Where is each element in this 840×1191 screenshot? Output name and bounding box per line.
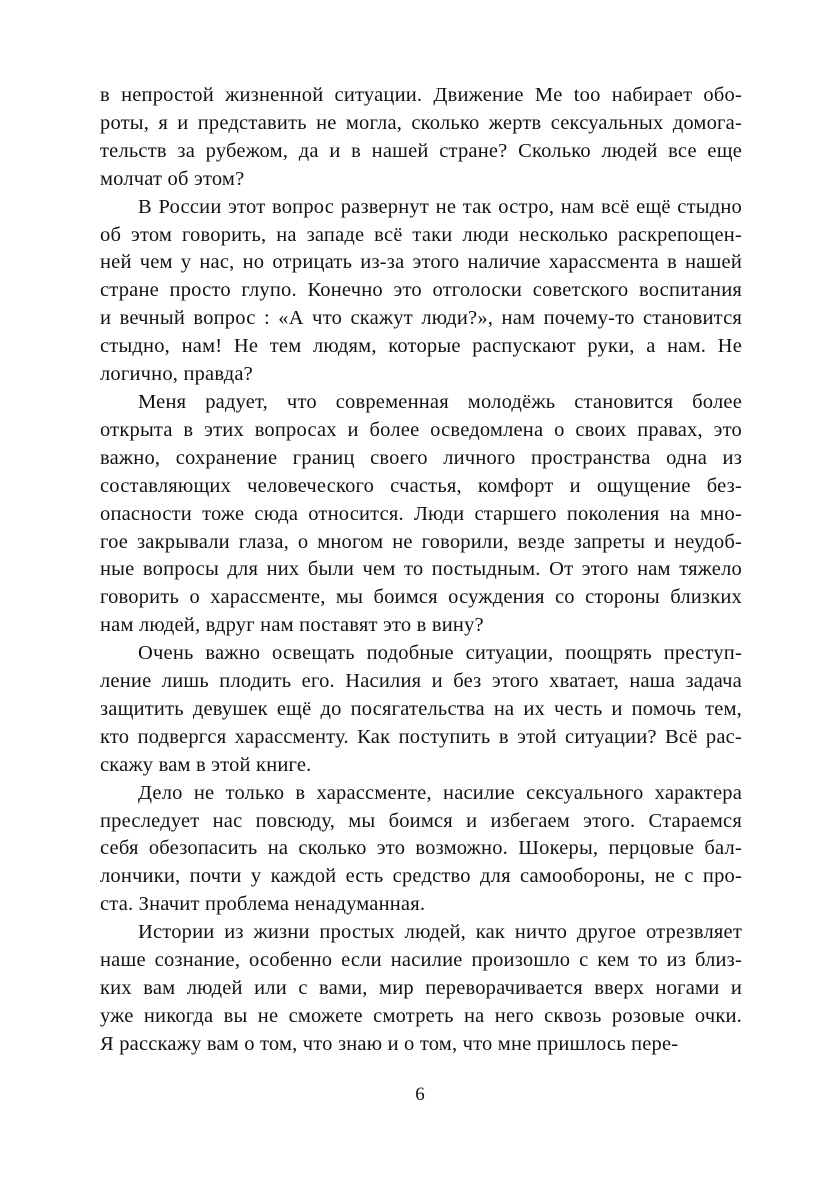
text-line: себя обезопасить на сколько это возможно. Шокеры, перцовые бал- — [100, 837, 742, 860]
paragraph — [100, 780, 742, 920]
paragraph — [100, 82, 742, 194]
text-line: логично, правда? — [100, 363, 253, 386]
paragraph — [100, 919, 742, 1059]
text-line: и вечный вопрос : «А что скажут люди?», нам почему-то становится — [100, 307, 742, 330]
paragraph — [100, 640, 742, 780]
text-line: составляющих человеческого счастья, комфорт и ощущение без- — [100, 474, 742, 497]
page-number: 6 — [415, 1084, 425, 1105]
text-line: уже никогда вы не сможете смотреть на него сквозь розовые очки. — [100, 1004, 742, 1027]
text-line: роты, я и представить не могла, сколько жертв сексуальных домога- — [100, 111, 742, 134]
text-line: об этом говорить, на западе всё таки люди несколько раскрепощен- — [100, 223, 742, 246]
text-line: ней чем у нас, но отрицать из-за этого наличие харассмента в нашей — [100, 251, 742, 274]
text-line: важно, сохранение границ своего личного пространства одна из — [100, 446, 742, 469]
paragraph — [100, 389, 742, 640]
text-line: лончики, почти у каждой есть средство для самообороны, не с про- — [100, 865, 742, 888]
text-line: ста. Значит проблема ненадуманная. — [100, 893, 426, 916]
text-line: в непростой жизненной ситуации. Движение Me too набирает обо- — [100, 84, 742, 106]
text-line: скажу вам в этой книге. — [100, 753, 312, 776]
text-line: кто подвергся харассменту. Как поступить в этой ситуации? Всё рас- — [100, 725, 742, 748]
text-line: Дело не только в харассменте, насилие сексуального характера — [138, 781, 742, 804]
text-line: Истории из жизни простых людей, как ничто другое отрезвляет — [138, 921, 742, 944]
text-line: стране просто глупо. Конечно это отголоски советского воспитания — [100, 279, 742, 302]
text-line: ких вам людей или с вами, мир переворачивается вверх ногами и — [100, 977, 742, 999]
text-line: ные вопросы для них были чем то постыдным. От этого нам тяжело — [100, 558, 742, 581]
text-line: Очень важно освещать подобные ситуации, поощрять преступ- — [138, 642, 742, 665]
text-line: Меня радует, что современная молодёжь становится более — [138, 390, 742, 413]
text-line: гое закрывали глаза, о многом не говорили, везде запреты и неудоб- — [100, 530, 742, 553]
text-line: наше сознание, особенно если насилие произошло с кем то из близ- — [100, 949, 742, 972]
text-line: опасности тоже сюда относится. Люди старшего поколения на мно- — [100, 502, 742, 525]
text-line: нам людей, вдруг нам поставят это в вину? — [100, 614, 484, 637]
text-line: тельств за рубежом, да и в нашей стране? Сколько людей все еще — [100, 139, 742, 162]
text-line: преследует нас повсюду, мы боимся и избегаем этого. Стараемся — [100, 809, 742, 832]
text-line: открыта в этих вопросах и более осведомлена о своих правах, это — [100, 418, 742, 441]
paragraph — [100, 194, 742, 389]
text-line: В России этот вопрос развернут не так остро, нам всё ещё стыдно — [138, 195, 742, 218]
text-line: стыдно, нам! Не тем людям, которые распускают руки, а нам. Не — [100, 335, 742, 358]
text-line: защитить девушек ещё до посягательства на их честь и помочь тем, — [100, 697, 742, 720]
text-line: ление лишь плодить его. Насилия и без этого хватает, наша задача — [100, 670, 742, 693]
page-text — [100, 82, 742, 1059]
text-line: Я расскажу вам о том, что знаю и о том, что мне пришлось пере- — [100, 1032, 679, 1055]
text-line: говорить о харассменте, мы боимся осуждения со стороны близких — [100, 586, 742, 609]
text-line: молчат об этом? — [100, 167, 245, 190]
